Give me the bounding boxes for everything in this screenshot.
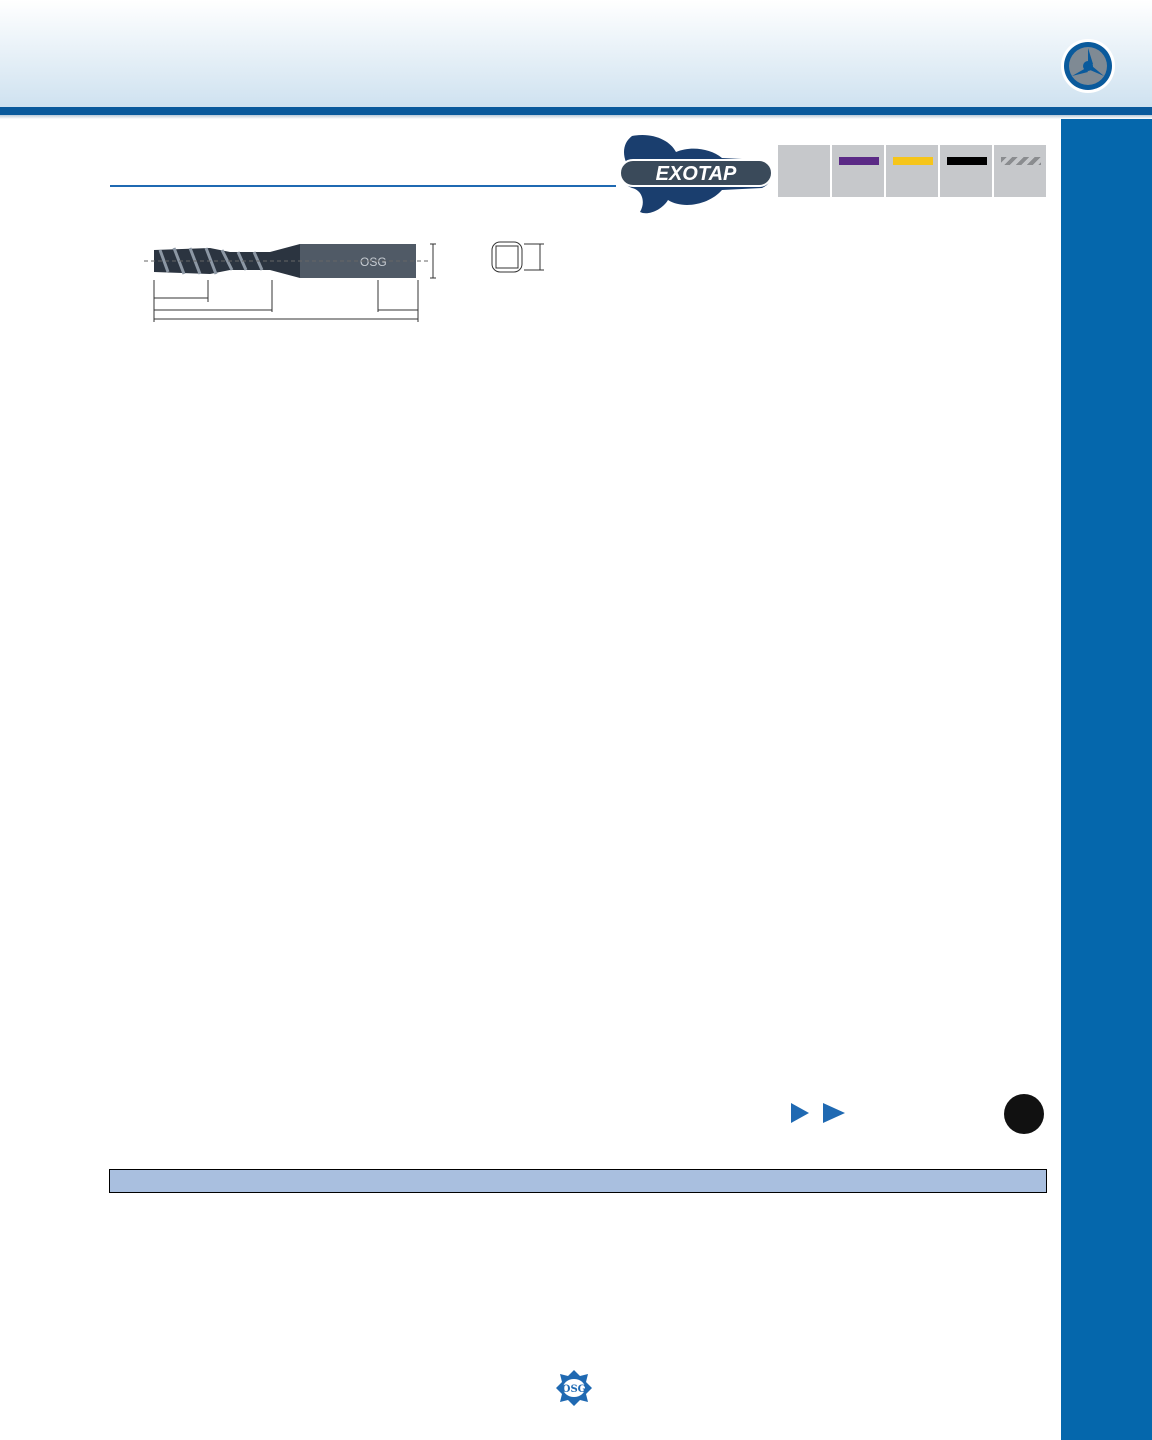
svg-text:EXOTAP: EXOTAP bbox=[655, 163, 737, 185]
osg-logo bbox=[554, 1368, 594, 1408]
svg-text:OSG: OSG bbox=[360, 255, 387, 269]
svg-text:OSG: OSG bbox=[561, 1384, 587, 1395]
